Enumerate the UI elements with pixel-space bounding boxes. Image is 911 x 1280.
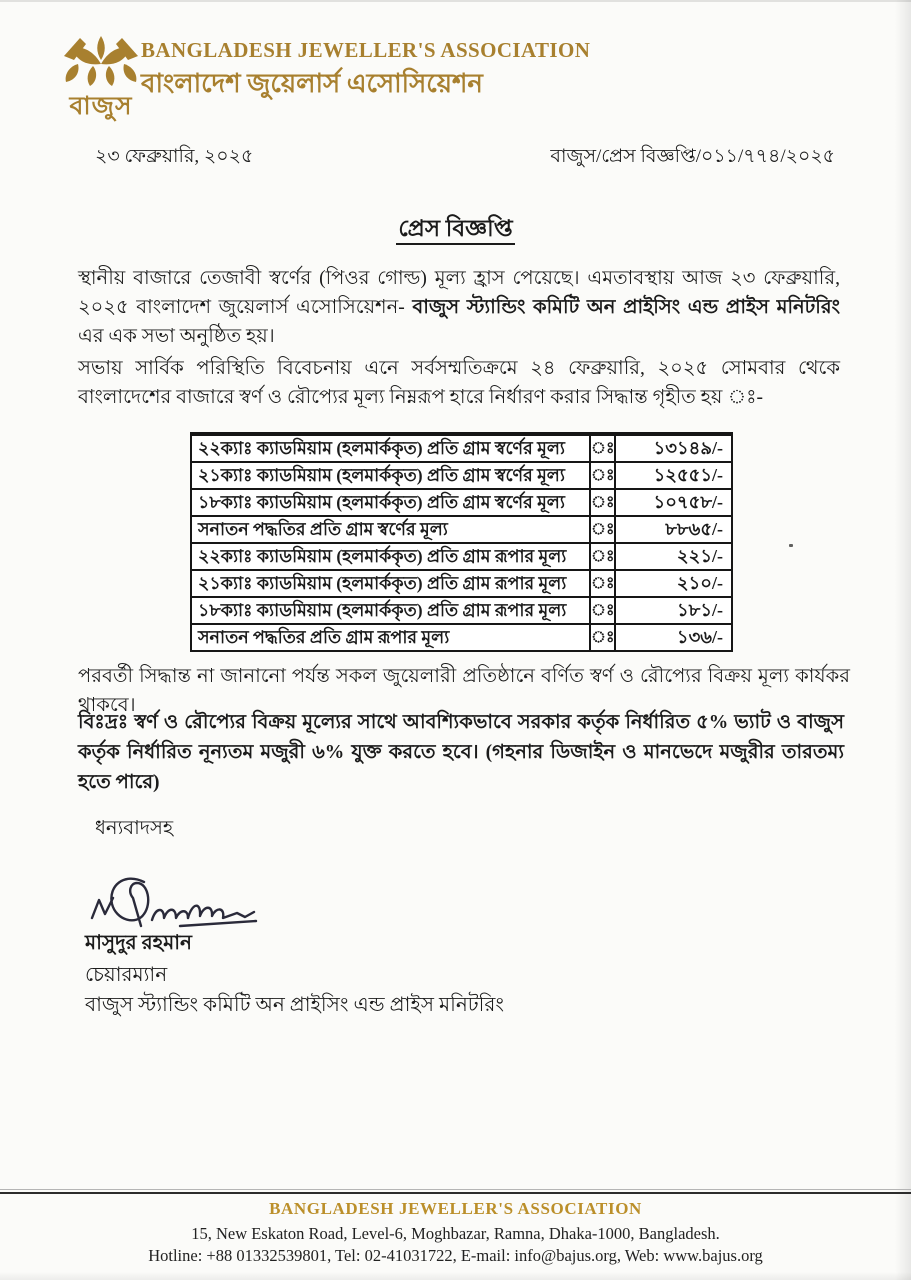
price-value: ১৮১/- xyxy=(676,600,723,620)
paragraph-effective: পরবর্তী সিদ্ধান্ত না জানানো পর্যন্ত সকল জুয়েলারী প্রতিষ্ঠানে বর্ণিত স্বর্ণ ও রৌপ্যের বিক্রয় মূল্য কার্যকর থাকবে। xyxy=(78,666,850,716)
price-item-label: ২২ক্যাঃ ক্যাডমিয়াম (হলমার্ককৃত) প্রতি গ্রাম রূপার মূল্য xyxy=(192,544,591,569)
price-item-label: ২১ক্যাঃ ক্যাডমিয়াম (হলমার্ককৃত) প্রতি গ্রাম স্বর্ণের মূল্য xyxy=(192,463,591,488)
paragraph-intro-tail: এর এক সভা অনুষ্ঠিত হয়। xyxy=(78,326,275,347)
colon-separator: ঃ xyxy=(591,571,616,596)
colon-separator: ঃ xyxy=(591,517,616,542)
footer-contact: Hotline: +88 01332539801, Tel: 02-41031722, E-mail: info@bajus.org, Web: www.bajus.org xyxy=(148,1246,763,1265)
price-item-label: ২১ক্যাঃ ক্যাডমিয়াম (হলমার্ককৃত) প্রতি গ্রাম রূপার মূল্য xyxy=(192,571,591,596)
signatory-committee: বাজুস স্ট্যান্ডিং কমিটি অন প্রাইসিং এন্ড প্রাইস মনিটরিং xyxy=(85,994,504,1016)
scan-edge-right xyxy=(895,0,911,1280)
org-name-english: BANGLADESH JEWELLER'S ASSOCIATION xyxy=(141,38,591,62)
colon-separator: ঃ xyxy=(591,490,616,515)
footer-address: 15, New Eskaton Road, Level-6, Moghbazar, Ramna, Dhaka-1000, Bangladesh. xyxy=(191,1224,720,1243)
table-row xyxy=(192,569,731,596)
price-value: ২১০/- xyxy=(676,573,723,593)
table-row xyxy=(192,488,731,515)
reference-number: বাজুস/প্রেস বিজ্ঞপ্তি/০১১/৭৭৪/২০২৫ xyxy=(550,146,835,167)
colon-separator: ঃ xyxy=(591,544,616,569)
closing-thanks: ধন্যবাদসহ xyxy=(95,818,174,839)
price-table xyxy=(190,432,733,652)
colon-separator: ঃ xyxy=(591,625,616,650)
bajus-flower-icon xyxy=(60,34,142,92)
paragraph-intro-text: স্থানীয় বাজারে তেজাবী স্বর্ণের (পিওর গোল্ড) মূল্য হ্রাস পেয়েছে। এমতাবস্থায় আজ ২৩ ফেব্রুয়ারি, ২০২৫ বাংলাদেশ জুয়েলার্স এসোসিয়েশন- xyxy=(78,268,840,318)
price-value: ১০৭৫৮/- xyxy=(653,492,723,512)
price-item-label: সনাতন পদ্ধতির প্রতি গ্রাম স্বর্ণের মূল্য xyxy=(192,517,591,542)
price-item-label: সনাতন পদ্ধতির প্রতি গ্রাম রূপার মূল্য xyxy=(192,625,591,650)
table-row xyxy=(192,596,731,623)
price-item-label: ২২ক্যাঃ ক্যাডমিয়াম (হলমার্ককৃত) প্রতি গ্রাম স্বর্ণের মূল্য xyxy=(192,436,591,461)
paragraph-intro xyxy=(78,264,840,351)
table-row xyxy=(192,515,731,542)
footer-org-name: BANGLADESH JEWELLER'S ASSOCIATION xyxy=(269,1199,642,1218)
table-row xyxy=(192,623,731,650)
press-release-title: প্রেস বিজ্ঞপ্তি xyxy=(0,210,911,249)
colon-separator: ঃ xyxy=(591,598,616,623)
signatory-designation: চেয়ারম্যান xyxy=(85,964,168,986)
price-item-label: ১৮ক্যাঃ ক্যাডমিয়াম (হলমার্ককৃত) প্রতি গ্রাম রূপার মূল্য xyxy=(192,598,591,623)
table-row xyxy=(192,542,731,569)
signatory-name: মাসুদুর রহমান xyxy=(85,932,192,954)
scan-edge-bottom xyxy=(0,1272,911,1280)
price-value: ১২৫৫১/- xyxy=(653,465,723,485)
org-name-bengali: বাংলাদেশ জুয়েলার্স এসোসিয়েশন xyxy=(141,69,483,98)
scan-edge-top xyxy=(0,0,911,2)
table-row xyxy=(192,461,731,488)
colon-separator: ঃ xyxy=(591,463,616,488)
colon-separator: ঃ xyxy=(591,436,616,461)
logo-wordmark: বাজুস xyxy=(69,93,133,120)
price-item-label: ১৮ক্যাঃ ক্যাডমিয়াম (হলমার্ককৃত) প্রতি গ্রাম স্বর্ণের মূল্য xyxy=(192,490,591,515)
paragraph-note: বিঃদ্রঃ স্বর্ণ ও রৌপ্যের বিক্রয় মূল্যের সাথে আবশ্যিকভাবে সরকার কর্তৃক নির্ধারিত ৫% ভ্যাট ও বাজুস কর্তৃক নির্ধারিত নূন্যতম মজুরী ৬% যুক্ত করতে হবে। (গহনার ডিজাইন ও মানভেদে মজুরীর তারতম্য হতে পারে) xyxy=(78,712,844,793)
price-value: ১৩১৪৯/- xyxy=(653,438,723,458)
paragraph-decision: সভায় সার্বিক পরিস্থিতি বিবেচনায় এনে সর্বসম্মতিক্রমে ২৪ ফেব্রুয়ারি, ২০২৫ সোমবার থেকে বাংলাদেশের বাজারে স্বর্ণ ও রৌপ্যের মূল্য নিম্নরূপ হারে নির্ধারণ করার সিদ্ধান্ত গৃহীত হয় ঃ- xyxy=(78,358,840,408)
price-value: ২২১/- xyxy=(676,546,723,566)
letter-date: ২৩ ফেব্রুয়ারি, ২০২৫ xyxy=(95,146,254,167)
footer-divider xyxy=(0,1189,911,1194)
committee-name-bold: বাজুস স্ট্যান্ডিং কমিটি অন প্রাইসিং এন্ড প্রাইস মনিটরিং xyxy=(412,297,841,318)
price-value: ১৩৬/- xyxy=(676,627,723,647)
scan-speck xyxy=(789,544,793,547)
bajus-logo xyxy=(58,34,144,119)
table-row xyxy=(192,434,731,461)
price-value: ৮৮৬৫/- xyxy=(665,519,723,539)
